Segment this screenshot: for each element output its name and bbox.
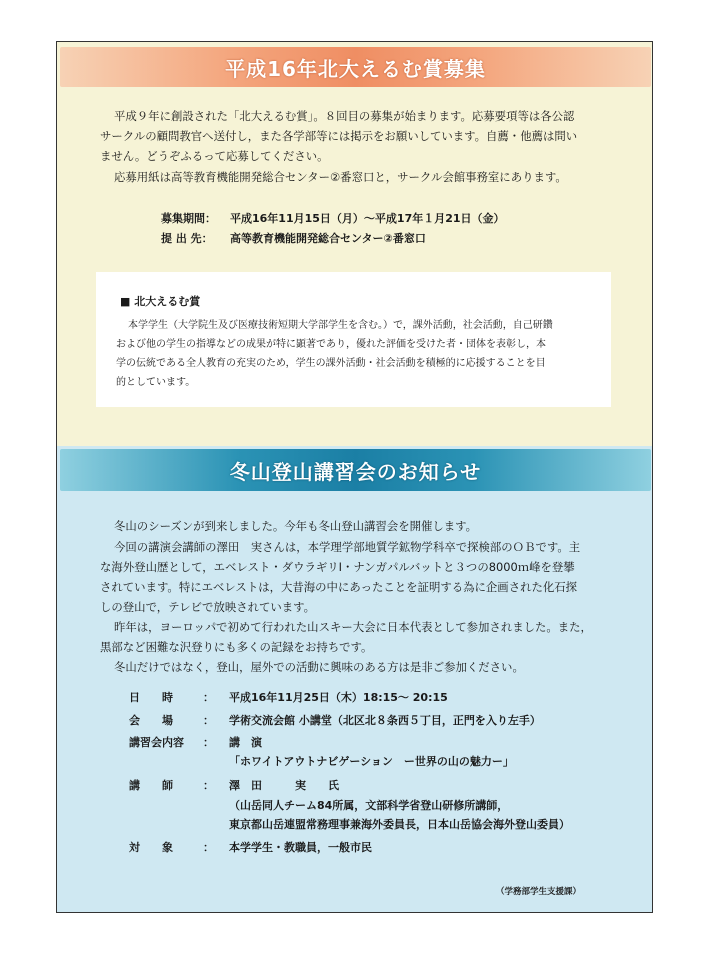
elm-award-box-line-2: および他の学生の指導などの成果が特に顕著であり，優れた評価を受けた者・団体を表彰し，本 [116, 339, 546, 350]
event-lecturer-label: 講 師 [129, 779, 173, 792]
climb-intro-line-1: 冬山のシーズンが到来しました。今年も冬山登山講習会を開催します。 [114, 519, 478, 533]
elm-intro-line-1: 平成９年に創設された「北大えるむ賞」。８回目の募集が始まります。応募要項等は各公認 [114, 109, 575, 123]
event-audience-label: 対 象 [129, 841, 173, 854]
event-lecturer-affiliation-2: 東京都山岳連盟常務理事兼海外委員長，日本山岳協会海外登山委員） [229, 818, 570, 831]
elm-award-title: 平成16年北大えるむ賞募集 [225, 57, 486, 81]
event-venue-colon: ： [203, 714, 214, 727]
climb-intro-line-2: 今回の講演会講師の澤田 実さんは，本学理学部地質学鉱物学科卒で探検部のＯＢです。主 [114, 540, 581, 554]
submission-destination-label: 提 出 先： [161, 232, 213, 245]
elm-award-box-line-4: 的としています。 [116, 377, 196, 388]
event-content-value: 講 演 [229, 736, 262, 749]
winter-climbing-banner [60, 449, 651, 491]
climb-intro-line-3: な海外登山歴として，エベレスト・ダウラギリⅠ・ナンガパルバットと３つの8000ｍ峰を登攀 [100, 560, 575, 574]
event-venue-value: 学術交流会館 小講堂（北区北８条西５丁目，正門を入り左手） [229, 714, 541, 727]
event-lecture-title: 「ホワイトアウトナビゲーション ー世界の山の魅力ー」 [229, 755, 514, 768]
climb-intro-line-5: しの登山で，テレビで放映されています。 [100, 600, 316, 614]
elm-award-box-line-1: 本学学生（大学院生及び医療技術短期大学部学生を含む。）で，課外活動，社会活動，自己研鑽 [128, 320, 553, 331]
climb-intro-line-4: されています。特にエベレストは，大昔海の中にあったことを証明する為に企画された化石探 [100, 580, 578, 594]
event-content-colon: ： [203, 736, 214, 749]
event-content-label: 講習会内容 [129, 736, 184, 749]
event-lecturer-value: 澤 田 実 氏 [229, 779, 339, 792]
elm-intro-line-2: サークルの顧問教官へ送付し，また各学部等には掲示をお願いしています。自薦・他薦は問い [100, 129, 578, 143]
elm-award-box-line-3: 学の伝統である全人教育の充実のため，学生の課外活動・社会活動を積極的に応援することを目 [116, 358, 546, 369]
winter-climbing-title: 冬山登山講習会のお知らせ [229, 460, 482, 484]
climb-intro-line-7: 黒部など困難な沢登りにも多くの記録をお持ちです。 [100, 640, 373, 654]
elm-award-description-box [96, 272, 611, 407]
application-period-label: 募集期間： [161, 212, 216, 225]
footer-department: （学務部学生支援課） [496, 887, 582, 897]
elm-award-banner [60, 47, 651, 87]
event-audience-colon: ： [203, 841, 214, 854]
elm-intro-line-4: 応募用紙は高等教育機能開発総合センター②番窓口と，サークル会館事務室にあります。 [114, 170, 567, 184]
climb-intro-line-6: 昨年は，ヨーロッパで初めて行われた山スキー大会に日本代表として参加されました。また， [114, 620, 592, 634]
submission-destination-value: 高等教育機能開発総合センター②番窓口 [230, 232, 426, 245]
application-period-value: 平成16年11月15日（月）～平成17年１月21日（金） [230, 212, 505, 225]
event-venue-label: 会 場 [129, 714, 173, 727]
event-audience-value: 本学学生・教職員，一般市民 [229, 841, 372, 854]
elm-award-box-title: ■ 北大えるむ賞 [120, 295, 201, 308]
elm-intro-line-3: ません。どうぞふるって応募してください。 [100, 149, 329, 163]
event-date-label: 日 時 [129, 691, 173, 704]
event-lecturer-affiliation-1: （山岳同人チーム84所属，文部科学省登山研修所講師， [229, 799, 509, 812]
event-date-colon: ： [203, 691, 214, 704]
climb-intro-line-8: 冬山だけではなく，登山，屋外での活動に興味のある方は是非ご参加ください。 [114, 660, 524, 674]
event-lecturer-colon: ： [203, 779, 214, 792]
event-date-value: 平成16年11月25日（木）18:15～ 20:15 [229, 691, 448, 704]
